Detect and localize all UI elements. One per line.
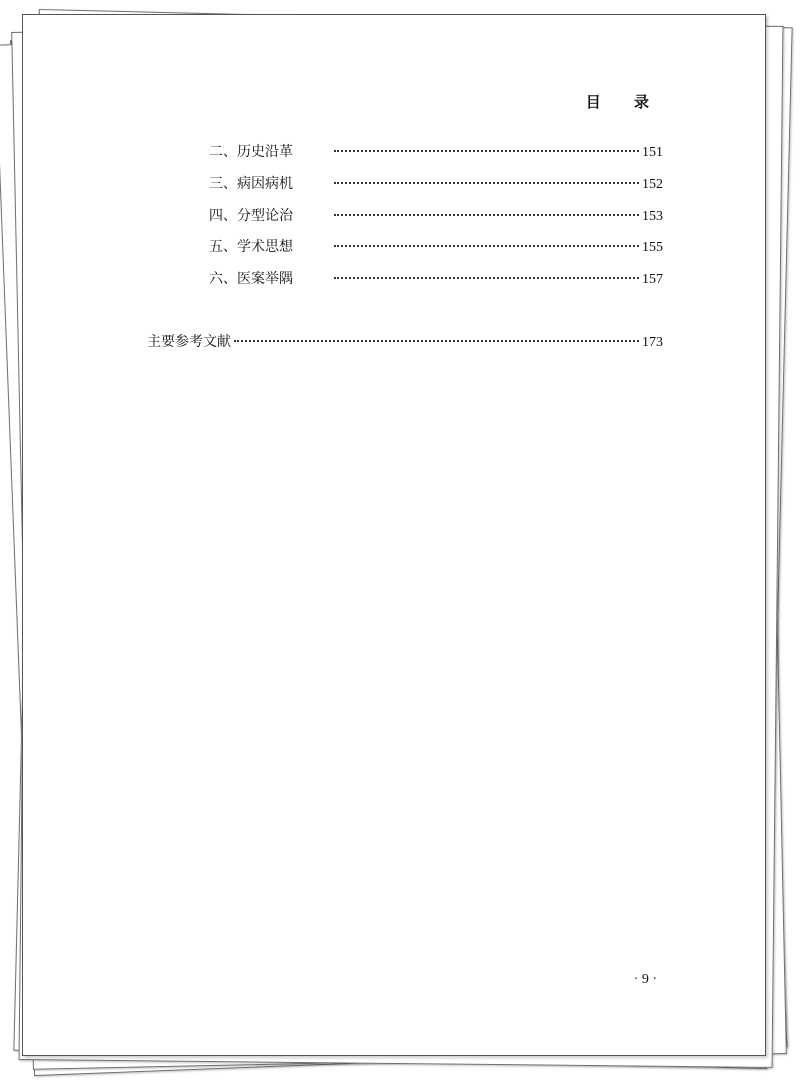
dot-leader bbox=[234, 340, 639, 342]
toc-entry-title: 四、分型论治 bbox=[209, 208, 293, 224]
dot-leader bbox=[334, 214, 639, 216]
toc-entry[interactable] bbox=[209, 205, 663, 225]
toc-entry-title: 三、病因病机 bbox=[209, 176, 293, 192]
toc-entry-page: 152 bbox=[642, 177, 663, 192]
document-page bbox=[22, 14, 766, 1056]
toc-entry-title: 主要参考文献 bbox=[147, 334, 231, 350]
toc-entry[interactable] bbox=[209, 141, 663, 161]
dot-leader bbox=[334, 245, 639, 247]
toc-entry-title: 二、历史沿革 bbox=[209, 144, 293, 160]
toc-entry-page: 173 bbox=[642, 335, 663, 350]
dot-leader bbox=[334, 182, 639, 184]
toc-entry-title: 六、医案举隅 bbox=[209, 271, 293, 287]
page-number: · 9 · bbox=[633, 972, 657, 987]
toc-entry-page: 151 bbox=[642, 145, 663, 160]
toc-entry[interactable] bbox=[209, 173, 663, 193]
dot-leader bbox=[334, 277, 639, 279]
toc-entry[interactable] bbox=[209, 268, 663, 288]
toc-entry[interactable] bbox=[209, 236, 663, 256]
dot-leader bbox=[334, 150, 639, 152]
toc-entry-page: 157 bbox=[642, 272, 663, 287]
toc-entry-title: 五、学术思想 bbox=[209, 239, 293, 255]
page-title: 目 录 bbox=[585, 93, 663, 111]
toc-entry-page: 153 bbox=[642, 209, 663, 224]
toc-entry-page: 155 bbox=[642, 240, 663, 255]
toc-entry[interactable] bbox=[147, 331, 663, 351]
